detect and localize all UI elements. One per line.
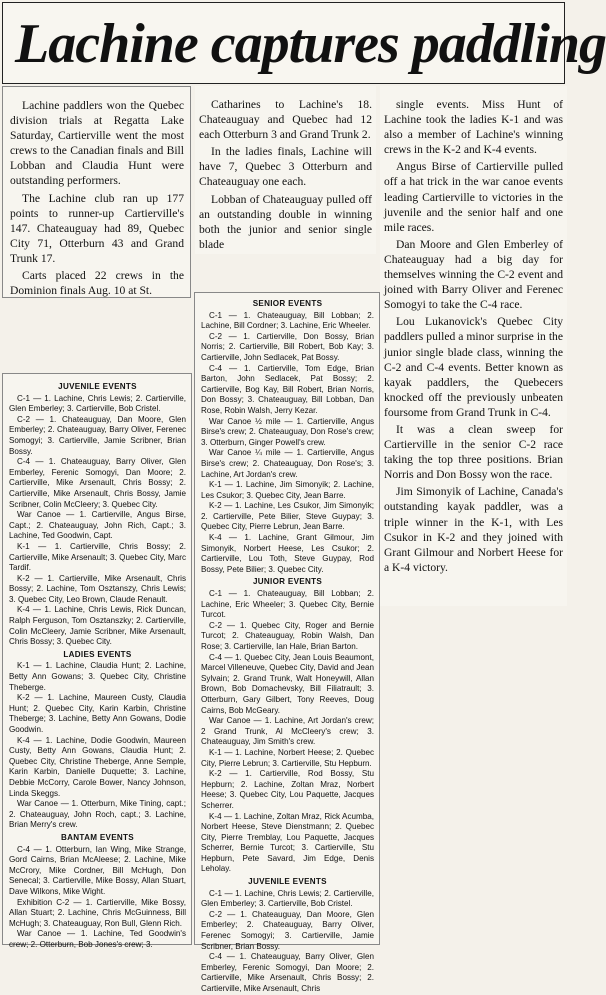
story-paragraph: Jim Simonyik of Lachine, Canada's outstanding kayak paddler, was a triple winner in the K-1, with Les Csukor in K-2 and they joined with Grant Gilmour and Norbert Heese for a K-4 victory. (384, 485, 563, 574)
results-section-heading: JUVENILE EVENTS (58, 382, 137, 391)
results-section-heading: BANTAM EVENTS (61, 832, 134, 842)
result-line: War Canoe ¼ mile — 1. Cartierville, Angus Birse's crew; 2. Chateauguay, Don Rose's; 3. Lachine, Art Jordan's crew. (201, 448, 374, 479)
result-line: Exhibition C-2 — 1. Cartierville, Mike Bossy, Allan Stuart; 2. Lachine, Chris McGuinness, Bill McHugh; 3. Chateauguay, Ron Bull, Glenn Rich. (9, 897, 186, 928)
story-paragraph: Lou Lukanovick's Quebec City paddlers pulled a minor surprise in the junior single blade class, winning the C-2 and C-4 events. Better known as kayak paddlers, the Quebecers knocked off the previously unbeaten foursome from Grand Trunk in C-4. (384, 315, 563, 419)
result-line: K-2 — 1. Cartierville, Mike Arsenault, Chris Bossy; 2. Lachine, Tom Osztanszy, Chris Lewis; 3. Quebec City, Leo Brown, Claude Renault. (9, 573, 186, 604)
story-text-3 (384, 97, 563, 575)
result-line: C-1 — 1. Chateauguay, Bill Lobban; 2. Lachine, Bill Cordner; 3. Lachine, Eric Wheeler. (201, 310, 374, 331)
result-line: War Canoe ½ mile — 1. Cartierville, Angus Birse's crew; 2. Chateauguay, Don Rose's crew; 3. Otterburn, Ginger Powell's crew. (201, 416, 374, 447)
result-line: C-2 — 1. Quebec City, Roger and Bernie Turcot; 2. Chateauguay, Robin Walsh, Dan Rose; 3. Cartierville, Ian Hale, Brian Barton. (201, 620, 374, 651)
story-paragraph: Lachine paddlers won the Quebec division trials at Regatta Lake Saturday, Cartierville went the most crews to the Canadian finals and Bill Lobban and Claudia Hunt were outstanding performers. (10, 99, 184, 188)
results-middle-clipping (194, 292, 380, 993)
story-paragraph: Lobban of Chateauguay pulled off an outstanding double in winning both the junior and senior single blade (199, 192, 372, 251)
result-line: K-2 — 1. Cartierville, Rod Bossy, Stu Hepburn; 2. Lachine, Zoltan Mraz, Norbert Heese; 3. Quebec City, Lou Paquette, Jacques Scherrer. (201, 769, 374, 810)
results-left-clipping (2, 373, 192, 949)
result-line: K-1 — 1. Lachine, Claudia Hunt; 2. Lachine, Betty Ann Gowans; 3. Quebec City, Christine Theberge. (9, 661, 186, 692)
results-middle (201, 299, 374, 995)
story-paragraph: Carts placed 22 crews in the Dominion finals Aug. 10 at St. (10, 269, 184, 298)
story-paragraph: Dan Moore and Glen Emberley of Chateauguay had a big day for themselves winning the C-2 event and joined with Barry Oliver and Ferenec Somogyi to take the C-4 race. (384, 237, 563, 312)
result-line: War Canoe — 1. Lachine, Ted Goodwin's crew; 2. Otterburn, Bob Jones's crew; 3. (9, 929, 186, 949)
results-section-heading: LADIES EVENTS (63, 649, 132, 659)
result-line: K-4 — 1. Lachine, Zoltan Mraz, Rick Acumba, Norbert Heese, Steve Dienstmann; 2. Quebec City, Pierre Tremblay, Lou Paquette, Jacques Scherrer, Bernie Turcot; 3. Cartierville, Stu Hepburn, Pete Savard, Jim Edge, Denis Leholay. (201, 811, 374, 874)
headline: Lachine captures paddling (2, 2, 565, 84)
result-line: War Canoe — 1. Cartierville, Angus Birse, Capt.; 2. Chateauguay, John Rich, Capt.; 3. Lachine, Ted Goodwin, Capt. (9, 510, 186, 541)
result-line: K-4 — 1. Lachine, Chris Lewis, Rick Duncan, Ralph Ferguson, Tom Osztanszky; 2. Cartierville, Colin McCleery, Jamie Scribner, Mike Arsenault, Chris Bossy; 3. Quebec City. (9, 605, 186, 647)
result-line: K-1 — 1. Lachine, Jim Simonyik; 2. Lachine, Les Csukor; 3. Quebec City, Jean Barre. (201, 480, 374, 500)
result-line: C-4 — 1. Cartierville, Tom Edge, Brian Barton, John Sedlacek, Pat Bossy; 2. Cartierville, Bog Kay, Bill Robert, Brian Norris, Don Bossy; 3. Chateauguay, Bill Lobban, Dan Rose, Robin Walsh, Jerry Kezar. (201, 363, 374, 415)
story-column-3 (380, 86, 567, 606)
story-paragraph: Angus Birse of Cartierville pulled off a hat trick in the war canoe events leading Cartierville to victories in the juvenile and the senior half and one mile races. (384, 160, 563, 234)
result-line: K-2 — 1. Lachine, Les Csukor, Jim Simonyik; 2. Cartierville, Pete Bilier, Steve Guypay; 3. Quebec City, Pierre Lebrun, Jean Barre. (201, 501, 374, 532)
result-line: C-4 — 1. Otterburn, Ian Wing, Mike Strange, Gord Cairns, Brian McAleese; 2. Lachine, Mike McCrory, Mike Cordner, Bill McHugh, Don Senecal; 3. Cartierville, Mike Bossy, Allan Stuart, Dave Wilkons, Mike Wight. (9, 844, 186, 896)
result-line: C-1 — 1. Chateauguay, Bill Lobban; 2. Lachine, Eric Wheeler; 3. Quebec City, Bernie Turcot. (201, 589, 374, 620)
results-section-heading: JUNIOR EVENTS (252, 577, 323, 587)
result-line: K-1 — 1. Lachine, Norbert Heese; 2. Quebec City, Pierre Lebrun; 3. Cartierville, Stu Hepburn. (201, 747, 374, 768)
result-line: K-2 — 1. Lachine, Maureen Custy, Claudia Hunt; 2. Quebec City, Karin Karbin, Christine Theberge; 3. Lachine, Betty Ann Gowans, Dodie Goodwin. (9, 693, 186, 734)
result-line: C-4 — 1. Quebec City, Jean Louis Beaumont, Marcel Villeneuve, Quebec City, David and Jean Sylvain; 2. Grand Trunk, Walt Honeywill, Allan Brown, Bob Domachevsky, Bill Filiatrault; 3. Otterburn, Gary Gilbert, Tony Reeves, Doug Cairns, Bob McGeary. (201, 652, 374, 715)
story-text-2 (199, 97, 372, 252)
story-text-1 (10, 98, 184, 298)
result-line: War Canoe — 1. Otterburn, Mike Tining, capt.; 2. Chateauguay, John Roch, capt.; 3. Lachine, Brian Merry's crew. (9, 799, 186, 830)
results-section-heading: JUVENILE EVENTS (248, 877, 327, 887)
result-line: C-4 — 1. Chateauguay, Barry Oliver, Glen Emberley, Ferenic Somogyi, Dan Moore; 2. Cartierville, Mike Arsenault, Chris Bossy; 2. Cartierville, Mike Arsenault, Chris (201, 952, 374, 993)
result-line: C-1 — 1. Lachine, Chris Lewis; 2. Cartierville, Glen Emberley; 3. Cartierville, Bob Cristel. (9, 393, 186, 414)
story-paragraph: Catharines to Lachine's 18. Chateauguay and Quebec had 12 each Otterburn 3 and Grand Trunk 2. (199, 98, 372, 142)
story-paragraph: single events. Miss Hunt of Lachine took the ladies K-1 and was also a member of Lachine's winning crews in the K-2 and K-4 events. (384, 98, 563, 157)
results-left (9, 382, 186, 950)
story-column-2 (195, 86, 376, 254)
result-line: C-2 — 1. Cartierville, Don Bossy, Brian Norris; 2. Cartierville, Bill Robert, Bob Kay; 3. Cartierville, John Sedlacek, Pat Bossy. (201, 331, 374, 362)
result-line: C-4 — 1. Chateauguay, Barry Oliver, Glen Emberley, Ferenic Somogyi, Dan Moore; 2. Cartierville, Mike Arsenault, Chris Bossy; 2. Cartierville, Mike Arsenault, Chris Bossy, Jamie Scribner, Colin McCleery; 3. Quebec City. (9, 457, 186, 509)
result-line: K-4 — 1. Lachine, Grant Gilmour, Jim Simonyik, Norbert Heese, Les Csukor; 2. Cartierville, Lou Toth, Steve Guypay, Rod Bossy, Pete Bilier; 3. Quebec City. (201, 533, 374, 574)
result-line: War Canoe — 1. Lachine, Art Jordan's crew; 2 Grand Trunk, Al McCleery's crew; 3. Chateauguay, Jim Smith's crew. (201, 716, 374, 747)
story-paragraph: It was a clean sweep for Cartierville in the senior C-2 race taking the top three positions. Brian Norris and Don Bossy won the race. (384, 422, 563, 482)
results-section-heading: SENIOR EVENTS (252, 299, 323, 308)
story-paragraph: In the ladies finals, Lachine will have 7, Quebec 3 Otterburn and Chateauguay one each. (199, 145, 372, 189)
result-line: C-2 — 1. Chateauguay, Dan Moore, Glen Emberley; 2. Chateauguay, Barry Oliver, Ferenec Somogyi; 3. Cartierville, Jamie Scribner, Brian Bossy. (9, 414, 186, 456)
result-line: C-1 — 1. Lachine, Chris Lewis; 2. Cartierville, Glen Emberley; 3. Cartierville, Bob Cristel. (201, 888, 374, 909)
story-column-1 (2, 86, 191, 298)
story-paragraph: The Lachine club ran up 177 points to runner-up Cartierville's 147. Chateauguay had 89, Quebec City 71, Otterburn 43 and Grand Trunk 17. (10, 191, 184, 265)
result-line: K-1 — 1. Cartierville, Chris Bossy; 2. Cartierville, Mike Arsenault; 3. Quebec City, Marc Tardif. (9, 541, 186, 573)
result-line: C-2 — 1. Chateauguay, Dan Moore, Glen Emberley; 2. Chateauguay, Barry Oliver, Ferenec Somogyi; 3. Cartierville, Jamie Scribner, Brian Bossy. (201, 909, 374, 951)
result-line: K-4 — 1. Lachine, Dodie Goodwin, Maureen Custy, Betty Ann Gowans, Claudia Hunt; 2. Quebec City, Christine Theberge, Anne Semple, Karin Karbin, Danielle Duquette; 3. Lachine, Debbie McCorry, Carole Bower, Nancy Johnson, Linda Skeggs. (9, 735, 186, 798)
